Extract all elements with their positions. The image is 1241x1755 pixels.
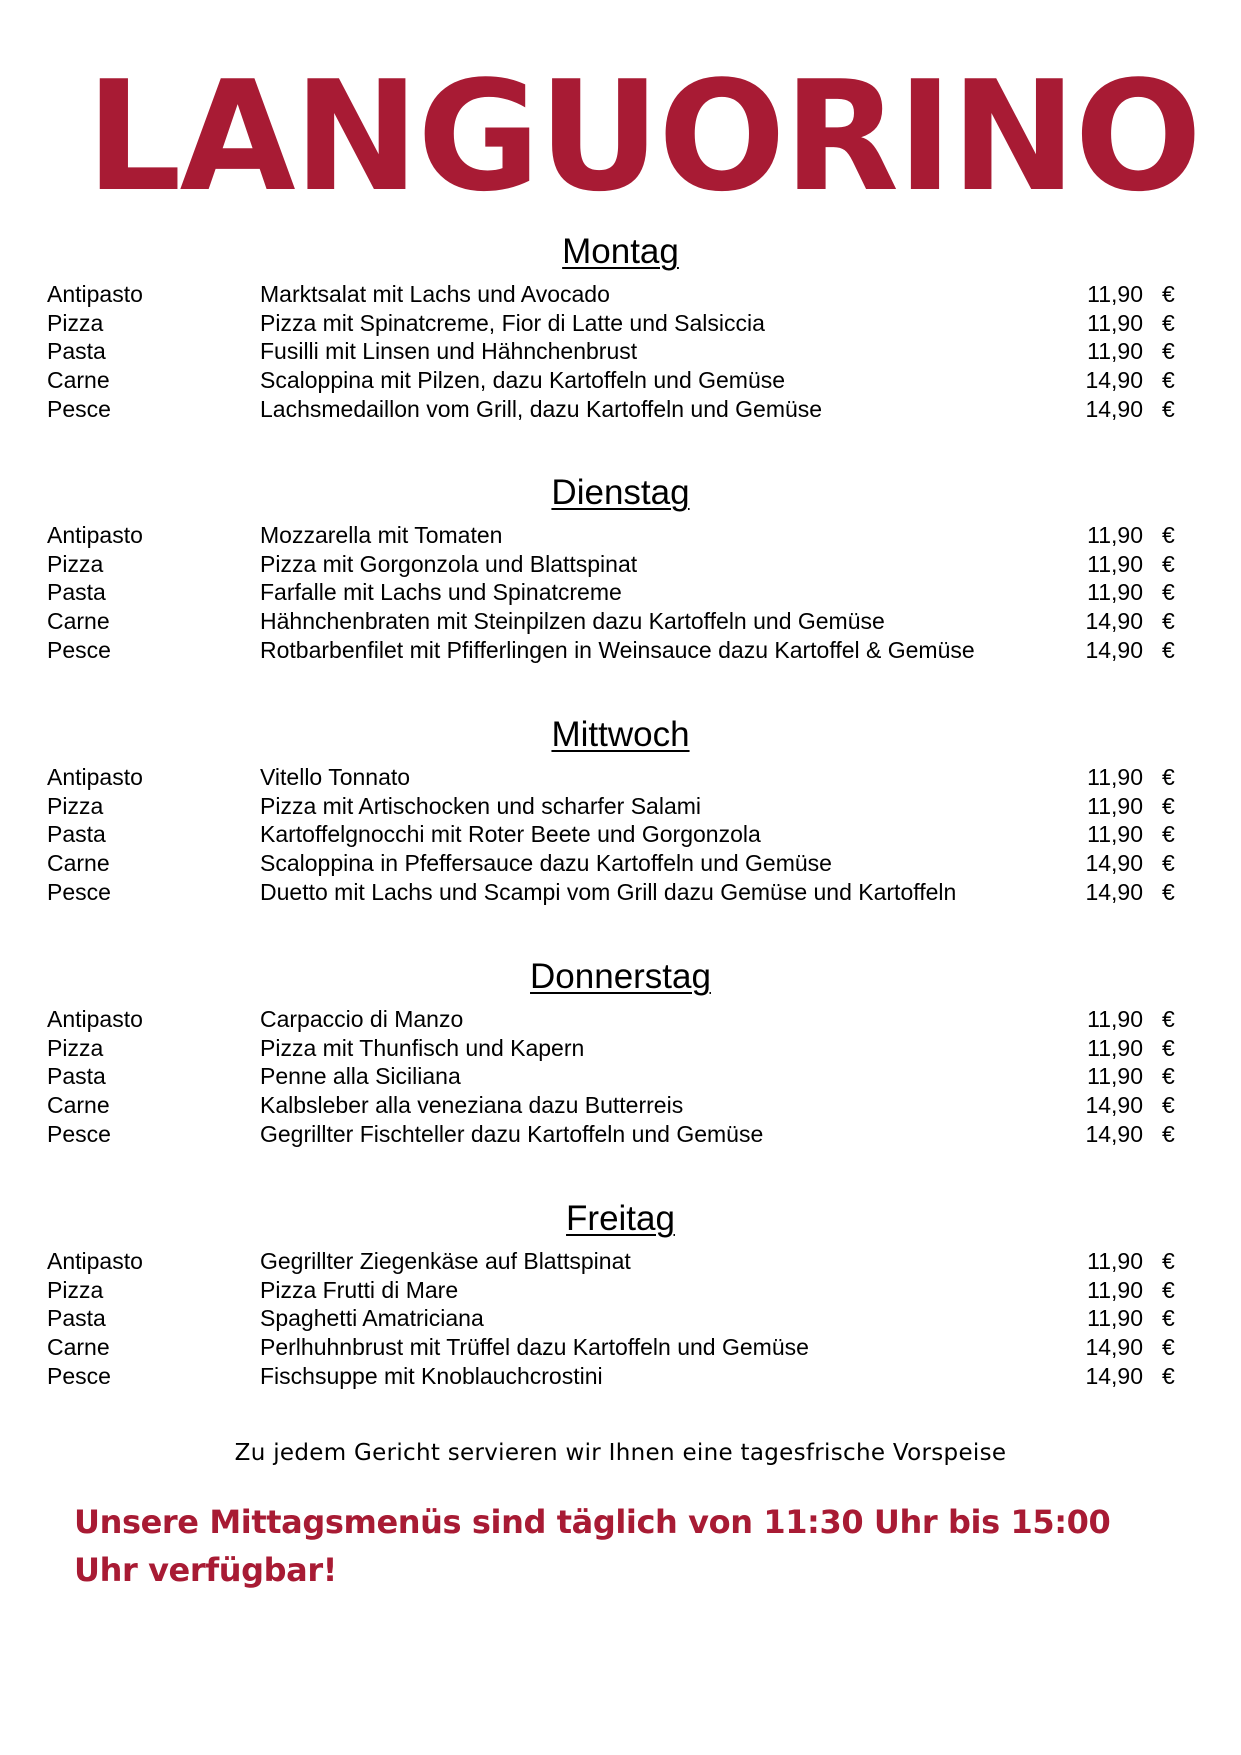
menu-category: Antipasto [47,764,143,790]
menu-row [0,1091,1241,1119]
opening-hours-notice: Unsere Mittagsmenüs sind täglich von 11:30 Uhr bis 15:00 Uhr verfügbar! [74,1503,1111,1589]
menu-price: 14,90 [1085,367,1143,394]
menu-row [0,1005,1241,1033]
menu-dish: Scaloppina mit Pilzen, dazu Kartoffeln und Gemüse [260,367,786,394]
menu-row [0,366,1241,394]
menu-row [0,550,1241,578]
menu-price: 11,90 [1087,579,1143,606]
currency-symbol: € [1162,1063,1175,1090]
menu-row [0,1120,1241,1148]
menu-dish: Gegrillter Ziegenkäse auf Blattspinat [260,1248,631,1274]
day-title: Dienstag [551,473,690,512]
menu-price: 11,90 [1087,550,1143,577]
currency-symbol: € [1162,338,1175,365]
menu-category: Pizza [47,1276,104,1303]
day-title: Montag [562,232,679,271]
menu-price: 14,90 [1085,1362,1143,1389]
currency-symbol: € [1162,579,1175,606]
menu-row [0,1062,1241,1090]
menu-dish: Pizza Frutti di Mare [260,1276,459,1303]
menu-category: Pasta [47,1305,106,1332]
menu-dish: Rotbarbenfilet mit Pfifferlingen in Weinsauce dazu Kartoffel & Gemüse [260,636,975,663]
menu-price: 11,90 [1087,309,1143,336]
menu-dish: Lachsmedaillon vom Grill, dazu Kartoffeln und Gemüse [260,395,823,422]
menu-dish: Pizza mit Artischocken und scharfer Salami [260,792,702,819]
menu-dish: Vitello Tonnato [260,764,411,790]
menu-category: Pesce [47,878,111,905]
menu-row [0,280,1241,308]
menu-dish: Farfalle mit Lachs und Spinatcreme [260,579,622,606]
menu-dish: Pizza mit Thunfisch und Kapern [260,1034,585,1061]
menu-price: 11,90 [1087,522,1143,548]
currency-symbol: € [1162,281,1175,307]
menu-dish: Pizza mit Gorgonzola und Blattspinat [260,550,638,577]
menu-category: Pizza [47,1034,104,1061]
menu-row [0,1034,1241,1062]
menu-dish: Gegrillter Fischteller dazu Kartoffeln und Gemüse [260,1120,764,1147]
menu-price: 14,90 [1085,1092,1143,1119]
currency-symbol: € [1162,1276,1175,1303]
menu-dish: Pizza mit Spinatcreme, Fior di Latte und Salsiccia [260,309,765,336]
menu-dish: Penne alla Siciliana [260,1063,461,1090]
menu-price: 14,90 [1085,608,1143,635]
menu-price: 11,90 [1087,764,1143,790]
currency-symbol: € [1162,309,1175,336]
currency-symbol: € [1162,1362,1175,1389]
menu-dish: Hähnchenbraten mit Steinpilzen dazu Kartoffeln und Gemüse [260,608,885,635]
menu-price: 14,90 [1085,1120,1143,1147]
menu-dish: Kalbsleber alla veneziana dazu Butterreis [260,1092,684,1119]
menu-row [0,849,1241,877]
currency-symbol: € [1162,522,1175,548]
day-title: Donnerstag [530,957,711,996]
currency-symbol: € [1162,792,1175,819]
menu-dish: Perlhuhnbrust mit Trüffel dazu Kartoffeln und Gemüse [260,1334,809,1361]
menu-price: 14,90 [1085,395,1143,422]
menu-dish: Fischsuppe mit Knoblauchcrostini [260,1362,603,1389]
menu-row [0,878,1241,906]
menu-category: Antipasto [47,522,143,548]
menu-category: Antipasto [47,1248,143,1274]
menu-price: 14,90 [1085,636,1143,663]
menu-row [0,521,1241,549]
currency-symbol: € [1162,395,1175,422]
currency-symbol: € [1162,1034,1175,1061]
menu-category: Pasta [47,1063,106,1090]
menu-price: 11,90 [1087,821,1143,848]
day-title: Freitag [566,1199,675,1238]
menu-price: 11,90 [1087,281,1143,307]
currency-symbol: € [1162,550,1175,577]
currency-symbol: € [1162,850,1175,877]
currency-symbol: € [1162,878,1175,905]
currency-symbol: € [1162,608,1175,635]
menu-price: 11,90 [1087,792,1143,819]
starter-note: Zu jedem Gericht servieren wir Ihnen eine tagesfrische Vorspeise [234,1440,1007,1466]
currency-symbol: € [1162,1092,1175,1119]
menu-row [0,395,1241,423]
menu-category: Pasta [47,821,106,848]
menu-dish: Scaloppina in Pfeffersauce dazu Kartoffeln und Gemüse [260,850,832,877]
menu-category: Antipasto [47,1006,143,1032]
menu-row [0,578,1241,606]
currency-symbol: € [1162,367,1175,394]
menu-price: 14,90 [1085,1334,1143,1361]
currency-symbol: € [1162,1334,1175,1361]
menu-price: 14,90 [1085,850,1143,877]
currency-symbol: € [1162,1248,1175,1274]
menu-category: Pesce [47,636,111,663]
menu-row [0,337,1241,365]
menu-row [0,792,1241,820]
menu-category: Antipasto [47,281,143,307]
menu-category: Pizza [47,550,104,577]
menu-row [0,1247,1241,1275]
menu-category: Carne [47,850,110,877]
menu-row [0,309,1241,337]
menu-price: 11,90 [1087,1006,1143,1032]
menu-dish: Fusilli mit Linsen und Hähnchenbrust [260,338,638,365]
menu-row [0,607,1241,635]
menu-row [0,1276,1241,1304]
menu-price: 11,90 [1087,1063,1143,1090]
menu-category: Pesce [47,395,111,422]
restaurant-logo: LANGUORINO [86,48,1200,225]
currency-symbol: € [1162,1305,1175,1332]
menu-price: 11,90 [1087,1034,1143,1061]
currency-symbol: € [1162,636,1175,663]
menu-dish: Marktsalat mit Lachs und Avocado [260,281,610,307]
menu-category: Carne [47,1334,110,1361]
menu-category: Carne [47,367,110,394]
currency-symbol: € [1162,821,1175,848]
menu-price: 11,90 [1087,1276,1143,1303]
menu-category: Pasta [47,338,106,365]
menu-row [0,1333,1241,1361]
currency-symbol: € [1162,764,1175,790]
menu-category: Pasta [47,579,106,606]
menu-category: Pesce [47,1120,111,1147]
menu-dish: Kartoffelgnocchi mit Roter Beete und Gorgonzola [260,821,761,848]
menu-price: 11,90 [1087,1305,1143,1332]
currency-symbol: € [1162,1120,1175,1147]
menu-row [0,763,1241,791]
menu-row [0,1362,1241,1390]
menu-row [0,1304,1241,1332]
menu-dish: Carpaccio di Manzo [260,1006,464,1032]
menu-price: 11,90 [1087,338,1143,365]
menu-category: Pesce [47,1362,111,1389]
currency-symbol: € [1162,1006,1175,1032]
menu-category: Carne [47,1092,110,1119]
menu-dish: Mozzarella mit Tomaten [260,522,503,548]
menu-price: 14,90 [1085,878,1143,905]
menu-dish: Duetto mit Lachs und Scampi vom Grill dazu Gemüse und Kartoffeln [260,878,957,905]
day-title: Mittwoch [551,715,690,754]
menu-row [0,636,1241,664]
menu-dish: Spaghetti Amatriciana [260,1305,484,1332]
menu-category: Pizza [47,792,104,819]
menu-category: Pizza [47,309,104,336]
menu-category: Carne [47,608,110,635]
menu-price: 11,90 [1087,1248,1143,1274]
menu-row [0,820,1241,848]
